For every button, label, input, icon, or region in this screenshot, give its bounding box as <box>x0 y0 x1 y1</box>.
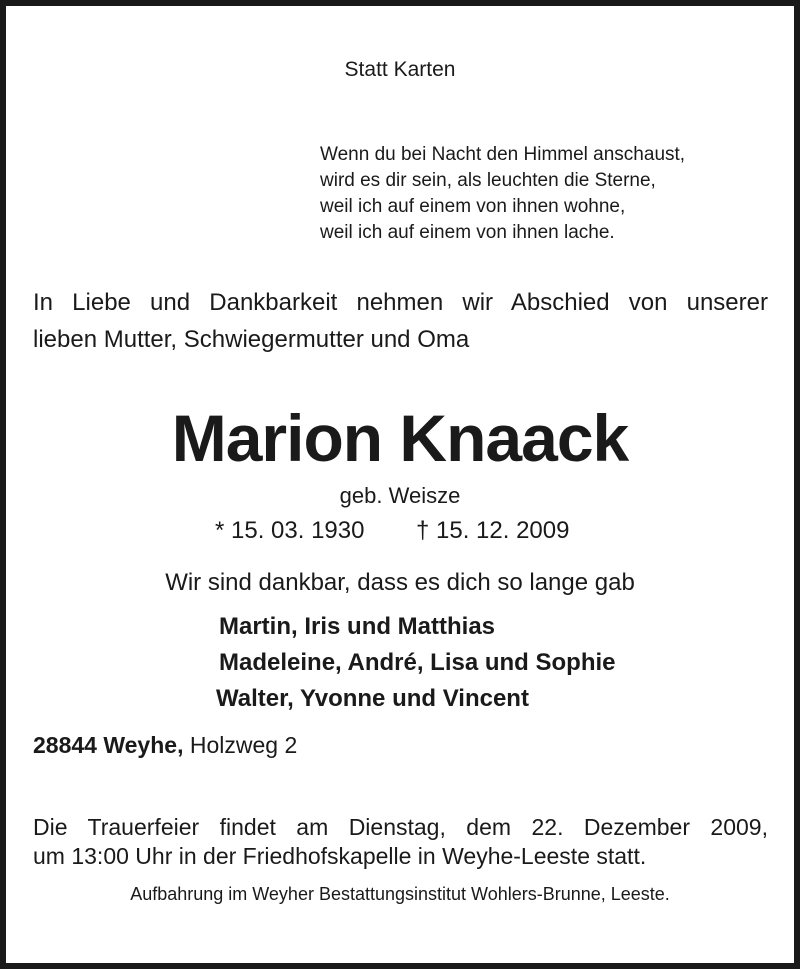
intro-line: In Liebe und Dankbarkeit nehmen wir Abschied von unserer <box>33 289 768 316</box>
birth-name: geb. Weisze <box>339 483 461 508</box>
family-line: Madeleine, André, Lisa und Sophie <box>219 649 616 676</box>
poem-line: Wenn du bei Nacht den Himmel anschaust, <box>320 144 686 165</box>
birth-date: * 15. 03. 1930 <box>215 517 365 544</box>
poem-line: weil ich auf einem von ihnen wohne, <box>320 196 626 217</box>
poem <box>320 142 685 246</box>
funeral-service-info <box>33 813 768 871</box>
statt-karten-heading: Statt Karten <box>344 58 456 81</box>
family-line: Martin, Iris und Matthias <box>219 613 496 640</box>
poem-line: weil ich auf einem von ihnen lache. <box>320 222 615 243</box>
intro-text <box>33 284 768 358</box>
deceased-name: Marion Knaack <box>171 401 629 475</box>
service-line: um 13:00 Uhr in der Friedhofskapelle in Weyhe-Leeste statt. <box>33 843 647 869</box>
service-line: Die Trauerfeier findet am Dienstag, dem 22. Dezember 2009, <box>33 814 768 840</box>
poem-line: wird es dir sein, als leuchten die Sterne, <box>320 170 656 191</box>
address-city: 28844 Weyhe, <box>33 732 184 758</box>
gratitude-line: Wir sind dankbar, dass es dich so lange gab <box>165 569 635 596</box>
address <box>33 732 297 759</box>
family-line: Walter, Yvonne und Vincent <box>216 685 529 712</box>
intro-line: lieben Mutter, Schwiegermutter und Oma <box>33 326 470 353</box>
viewing-info: Aufbahrung im Weyher Bestattungsinstitut Wohlers-Brunne, Leeste. <box>130 884 670 904</box>
death-date: † 15. 12. 2009 <box>416 517 570 544</box>
address-street: Holzweg 2 <box>183 732 298 758</box>
